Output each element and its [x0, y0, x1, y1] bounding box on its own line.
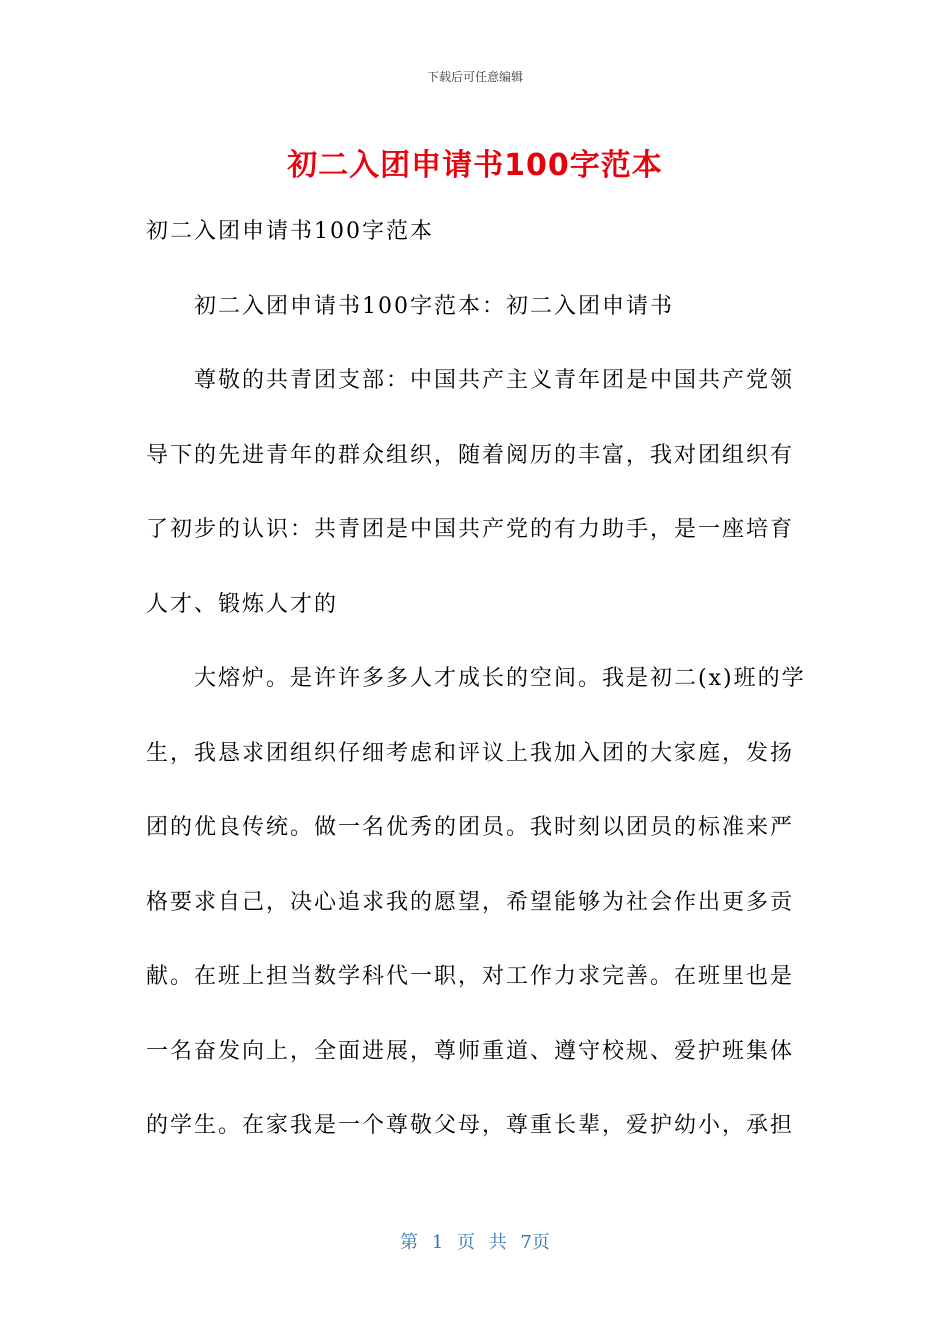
document-subtitle: 初二入团申请书100字范本: [146, 219, 434, 244]
document-title: 初二入团申请书100字范本: [287, 148, 663, 183]
paragraph-2: 尊敬的共青团支部：中国共产主义青年团是中国共产党领导下的先进青年的群众组织，随着阅历的丰富，我对团组织有了初步的认识：共青团是中国共产党的有力助手，是一座培育人才、锻炼人才的: [146, 368, 795, 617]
document-body: [146, 195, 806, 1164]
page-footer: 第 1 页 共 7页: [400, 1232, 550, 1253]
paragraph-1: 初二入团申请书100字范本：初二入团申请书: [194, 293, 674, 319]
paragraph-3: 大熔炉。是许许多多人才成长的空间。我是初二(x)班的学生，我恳求团组织仔细考虑和评议上我加入团的大家庭，发扬团的优良传统。做一名优秀的团员。我时刻以团员的标准来严格要求自己，决心追求我的愿望，希望能够为社会作出更多贡献。在班上担当数学科代一职，对工作力求完善。在班里也是一名奋发向上，全面进展，尊师重道、遵守校规、爱护班集体的学生。在家我是一个尊敬父母，尊重长辈，爱护幼小，承担: [146, 666, 806, 1138]
header-note: 下载后可任意编辑: [426, 70, 523, 84]
